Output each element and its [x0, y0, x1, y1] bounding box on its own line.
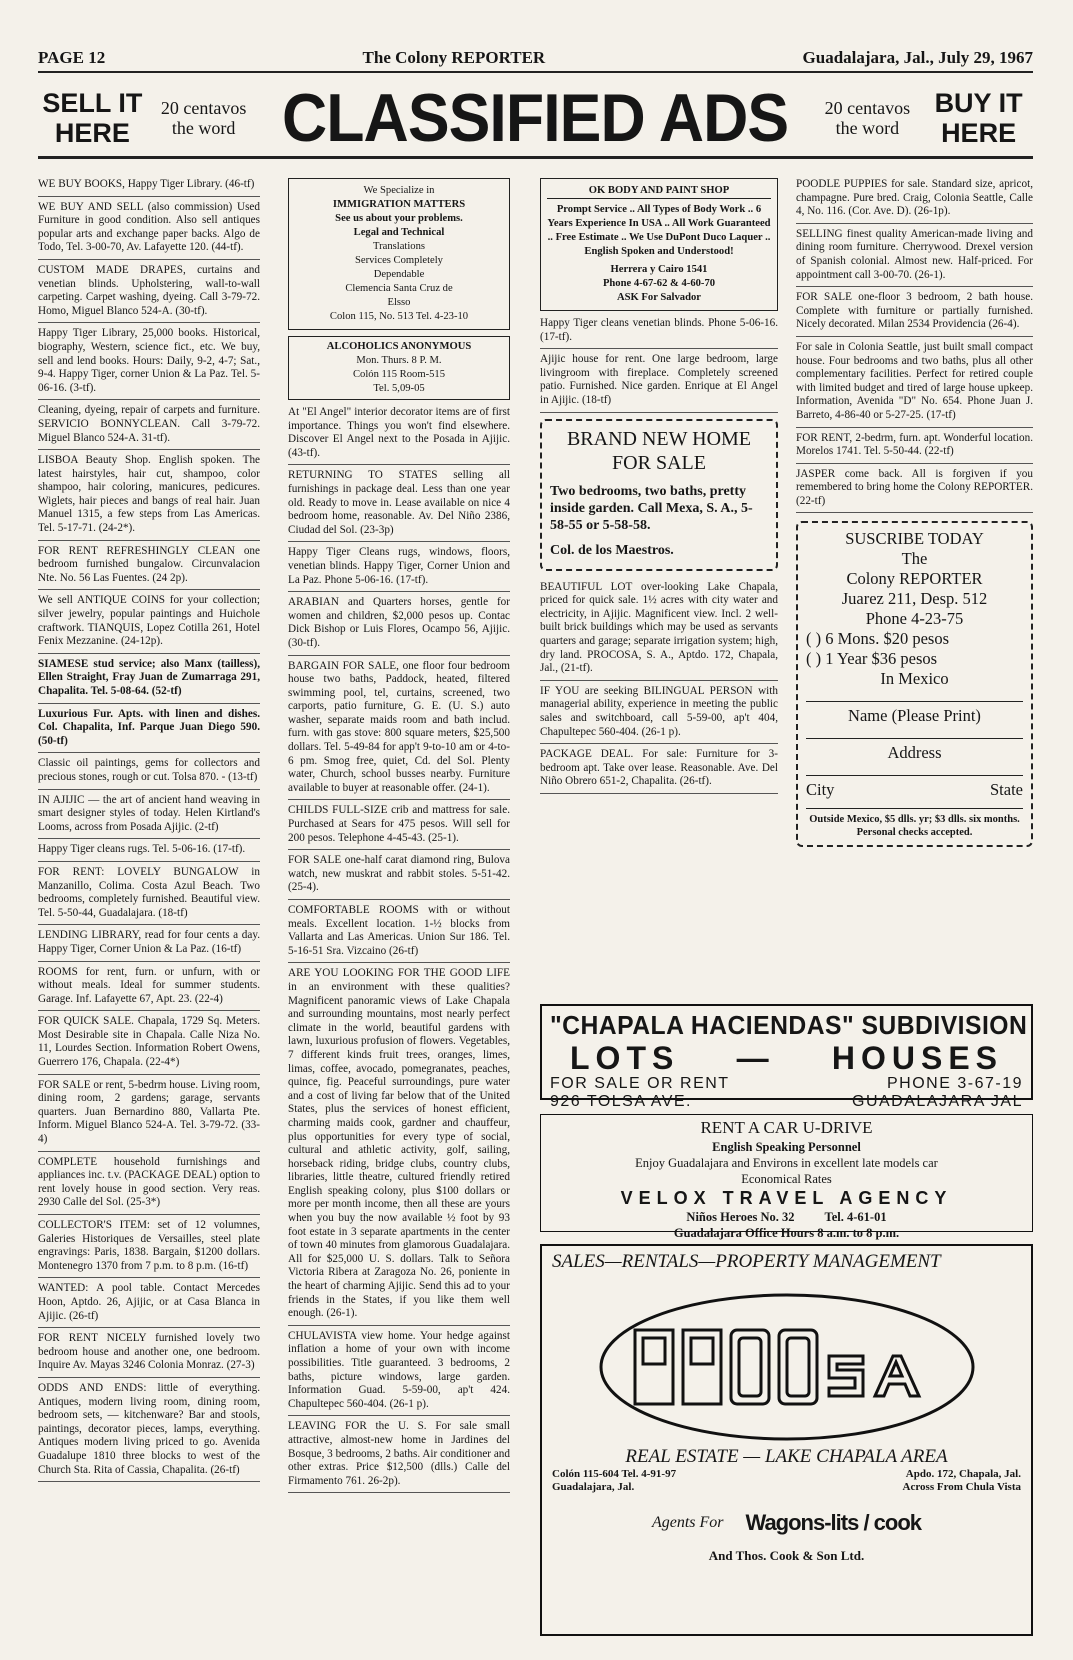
chapala-address-row: [550, 1093, 1023, 1111]
classified-ad: Luxurious Fur. Apts. with linen and dishes. Col. Chapalita, Inf. Parque Juan Diego 590. (50-tf): [38, 708, 260, 754]
classified-ad: JASPER come back. All is forgiven if you remembered to bring home the Colony REPORTER. (22-tf): [796, 468, 1033, 514]
classified-ad: FOR SALE or rent, 5-bedrm house. Living room, dining room, 2 gardens; garage, servants quarters. Juan Bernardino 880, Vallarta Pte. Inform. Miguel Blanco 524-A. Tel. 3-79-72. (33-4): [38, 1079, 260, 1152]
classified-ad: Happy Tiger Library, 25,000 books. Historical, biography, Western, science fict., etc. We buy, sell and lend books. Hours: Daily, 9-2, 4-7; Sat., 9-4. Happy Tiger, corner Union & La Paz. Tel. 5-06-16. (3-tf).: [38, 327, 260, 400]
column-2: [288, 178, 510, 1497]
classified-ad: FOR RENT, 2-bedrm, furn. apt. Wonderful location. Morelos 1741. Tel. 5-50-44. (22-tf): [796, 432, 1033, 464]
classified-ad: Happy Tiger cleans rugs. Tel. 5-06-16. (17-tf).: [38, 843, 260, 862]
column-3: [540, 178, 778, 998]
classified-ad: WE BUY BOOKS, Happy Tiger Library. (46-tf): [38, 178, 260, 197]
lots-houses-row: [550, 1041, 1023, 1075]
price-left-line2: the word: [171, 118, 236, 138]
column-4: [796, 178, 1033, 998]
lots-label: LOTS: [570, 1040, 680, 1076]
classified-ad: FOR SALE one-floor 3 bedroom, 2 bath house. Complete with furniture or partially furnished. Nicely decorated. Milan 2534 Providencia (26-4).: [796, 291, 1033, 337]
buy-it-line1: BUY IT: [934, 88, 1023, 118]
classified-ad: WANTED: A pool table. Contact Mercedes Hoon, Aptdo. 26, Ajijic, or at Casa Blanca in Ajijic. (26-tf): [38, 1282, 260, 1328]
classified-ad: WE BUY AND SELL (also commission) Used Furniture in good condition. Also sell antiques popular arts and exchange paper backs. Algo de Todo, Tel. 3-00-70, Av. Lafayette 120. (44-tf).: [38, 201, 260, 260]
classified-ad: Ajijic house for rent. One large bedroom, large livingroom with fireplace. Completely screened patio. Furnished. Nice garden. Enrique at El Angel in Ajijic. (18-tf): [540, 353, 778, 412]
subscribe-title: SUSCRIBE TODAY: [845, 529, 984, 549]
dash: —: [736, 1040, 775, 1076]
chapala-city: GUADALAJARA JAL: [852, 1093, 1023, 1110]
classified-ad: POODLE PUPPIES for sale. Standard size, apricot, champagne. Pure bred. Craig, Colonia Seattle, Calle 4, No. 116. (Cor. Ave. D). (26-1p).: [796, 178, 1033, 224]
sell-it-label: [38, 88, 147, 148]
classified-ad: Happy Tiger Cleans rugs, windows, floors, venetian blinds. Happy Tiger, Corner Union and La Paz. Phone 5-06-16. (17-tf).: [288, 546, 510, 592]
classified-ad: FOR RENT NICELY furnished lovely two bedroom house and another one, one bedroom. Inquire Av. Mayas 3246 Colonia Monraz. (27-3): [38, 1332, 260, 1378]
classified-ad: Classic oil paintings, gems for collectors and precious stones, rough or cut. Tolsa 870. - (13-tf): [38, 757, 260, 789]
column-1: [38, 178, 260, 1486]
price-left: [147, 98, 261, 138]
chapala-contact-row: [550, 1075, 1023, 1093]
classified-ad: At "El Angel" interior decorator items are of first importance. Things you won't find elsewhere. Discover El Angel next to the Posada in Ajijic. (43-tf).: [288, 406, 510, 465]
price-right: [811, 98, 925, 138]
buy-it-label: [924, 88, 1033, 148]
aa-line: Colón 115 Room-515: [352, 369, 445, 380]
page-number: PAGE 12: [38, 48, 106, 67]
sell-it-line2: HERE: [54, 118, 130, 148]
subscribe-option-6-months: ( ) 6 Mons. $20 pesos: [806, 629, 949, 649]
procosa-agents-row: [552, 1510, 1021, 1536]
classified-ad: BEAUTIFUL LOT over-looking Lake Chapala, priced for quick sale. 1½ acres with city water and electricity, in Ajijic. Magnificent view. Incl. 2 well-built brick buildings which may be used as servants quarters and garage; separate irrigation system; high, dry land. PROCOSA, S. A., Aptdo. 172, Chapala, Jal., (21-tf).: [540, 581, 778, 681]
procosa-chapala-note: Across From Chula Vista: [902, 1481, 1021, 1493]
brand-new-home-subtitle: FOR SALE: [612, 451, 706, 474]
classified-ad: CUSTOM MADE DRAPES, curtains and venetian blinds. Upholstering, wall-to-wall carpeting. Carpet washing, dyeing. Call 3-79-72. Homo, Miguel Blanco 524-A. (30-tf).: [38, 264, 260, 323]
brand-new-home-ad: [540, 419, 778, 571]
rent-a-car-rates: Economical Rates: [741, 1172, 832, 1186]
classified-ad: We sell ANTIQUE COINS for your collection; silver jewelry, popular paintings and Huichole craftwork. TIANQUIS, Lopez Cotilla 261, Hotel Fenix Mezzanine. (24-12p).: [38, 594, 260, 653]
procosa-guadalajara-address: Colón 115-604 Tel. 4-91-97: [552, 1468, 677, 1480]
immigration-ad: [288, 178, 510, 330]
agents-for-label: Agents For: [651, 1514, 724, 1531]
brand-new-home-text: Two bedrooms, two baths, pretty inside garden. Call Mexa, S. A., 5-58-55 or 5-58-58.: [550, 483, 753, 533]
aa-line: Mon. Thurs. 8 P. M.: [356, 355, 442, 366]
classified-ad: LENDING LIBRARY, read for four cents a day. Happy Tiger, Corner Union & La Paz. (16-tf): [38, 929, 260, 961]
thos-cook-label: And Thos. Cook & Son Ltd.: [708, 1548, 865, 1563]
sell-it-line1: SELL IT: [42, 88, 143, 118]
classified-ad: ARE YOU LOOKING FOR THE GOOD LIFE in an environment with these qualities? Magnificent panoramic views of Lake Chapala and surrounding mountains, most nearly perfect climate in the world, beautiful gardens with lawn, luxurious profusion of flowers. Vegetables, 7 different kinds fruit trees, oranges, limes, limas, coffee, avocado, pomegranates, peaches, quince, fig. Peaceful surroundings, pure water and a cost of living far below that of the United States, plus the services of honest efficient, charming maids cook, gardner and chauffeur, plus opportunities for every type of social, cultural and athletic activity, golf, sailing, horseback riding, bridge clubs, country clubs, libraries, little theatre, cultured friendly retired English speaking colony, plus $100 dollars or more per month income, then all these are yours when you buy the now available ½ foot by 93 foot estate in 3 separate apartments in the center of town 40 minutes from glamorous Guadalajara. All for $25,000 U. S. dollars. Talk to Señora Victoria Ribera at Zaragoza No. 26, poniente in the heart of charming Ajijic. Send this ad to your friends in the States, if you like them well enough. (26-1).: [288, 967, 510, 1325]
immigration-address: Colon 115, No. 513 Tel. 4-23-10: [329, 311, 469, 322]
classified-ad: SELLING finest quality American-made living and dining room furniture. Cherrywood. Drexel version of Spanish colonial. Almost new. Half-priced. For appointment call 3-00-70. (26-1).: [796, 228, 1033, 287]
classified-ad: COLLECTOR'S ITEM: set of 12 volumnes, Galeries Historiques de Versailles, steel plate engravings: Paris, 1838. Bargain, $1200 dollars. Montenegro 1370 from 7 p.m. to 8 p.m. (16-tf): [38, 1219, 260, 1278]
classified-ad: COMFORTABLE ROOMS with or without meals. Excellent location. 1-½ blocks from Vallarta and Las Americas. Union Sur 186. Tel. 5-16-51 Sra. Vizcaino (26-tf): [288, 904, 510, 963]
immigration-line: See us about your problems.: [335, 213, 463, 224]
masthead: [38, 80, 1033, 159]
classified-ad: BARGAIN FOR SALE, one floor four bedroom house two baths, Paddock, heated, filtered swimming pool, tel, curtains, screened, two carports, patio furniture, G. E. (U. S.) auto washer, separate maids room and bath includ. furn. with gas stove: 800 square meters, $25,500 dollars. Tel. 5-49-84 for app't 9-to-10 am or 4-to-6 pm. Smog free, quiet, Cd. del Sol. Plenty water, Church, school busses nearby. Furniture available to buyer at reasonable offer. (24-1).: [288, 660, 510, 801]
brand-new-home-title: BRAND NEW HOME: [566, 427, 752, 450]
classified-ad: RETURNING TO STATES selling all furnishings in package deal. Less than one year old. Ready to move in. Lease available on nice 4 bedroom home, reasonable. Av. Del Niño 2386, Ciudad del Sol. (23-3p): [288, 469, 510, 542]
immigration-line: Clemencia Santa Cruz de: [345, 283, 453, 294]
address-field: Address: [806, 738, 1023, 763]
classified-ad: ODDS AND ENDS: little of everything. Antiques, modern living room, dining room, bedroom sets, — kitchenware? Bar and stools, paintings, decorator pieces, lamps, everything. Antiques modern living priced to go. Avenida Guadalupe 1810 three blocks to west of the Church Sta. Rita of Cassia, Chapalita. (26-tf): [38, 1382, 260, 1482]
chapala-address: 926 TOLSA AVE.: [550, 1093, 692, 1110]
rent-a-car-line: Enjoy Guadalajara and Environs in excellent late models car: [635, 1156, 938, 1170]
alcoholics-anonymous-ad: [288, 336, 510, 400]
classified-ad: SIAMESE stud service; also Manx (tailless), Ellen Straight, Fray Juan de Zumarraga 291, Chapalita. Tel. 5-08-64. (52-tf): [38, 658, 260, 704]
immigration-line: Translations: [373, 241, 425, 252]
chapala-haciendas-ad: [540, 1004, 1033, 1110]
page-header: [38, 40, 1033, 73]
rent-a-car-ad: [540, 1114, 1033, 1240]
classified-ad: LEAVING FOR the U. S. For sale small attractive, almost-new home in Jardines del Bosque, 3 bedrooms, 2 baths. Air conditioner and other extras. Price $12,500 (dlls.) Calle del Firmamento 761. 26-2p).: [288, 1420, 510, 1493]
immigration-line: Legal and Technical: [353, 227, 445, 238]
classified-ad: PACKAGE DEAL. For sale: Furniture for 3-bedroom apt. Take over lease. Reasonable. Ave. Del Niño Obrero 651-2, Chapalita. (26-tf).: [540, 748, 778, 794]
price-right-line2: the word: [835, 118, 900, 138]
procosa-address-row: [552, 1468, 1021, 1481]
classified-ad: FOR QUICK SALE. Chapala, 1729 Sq. Meters. Most Desirable site in Chapala. Calle Niza No. 11, Lourdes Section. Information Robert Owens, Guerrero 176, Chapala. (22-4*): [38, 1015, 260, 1074]
classified-ad: LISBOA Beauty Shop. English spoken. The latest hairstyles, hair cut, shampoo, color shampoo, hair coloring, manicures, pedicures. Wiglets, hair pieces and bangs of real hair. Juan Manuel 1315, a few steps from Las Americas. Tel. 5-17-71. (24-2*).: [38, 454, 260, 541]
classified-ad: For sale in Colonia Seattle, just built small compact house. Four bedrooms and two baths, plus all other complementary facilities. Perfect for retired couple with limited budget and tired of large house upkeep. Information, Avenida "D" No. 654. Phone Juan J. Barreto, 4-86-40 or 5-27-25. (17-tf): [796, 341, 1033, 428]
ok-body-phone: Phone 4-67-62 & 4-60-70: [602, 278, 716, 289]
classified-ad: FOR SALE one-half carat diamond ring, Bulova watch, new muskrat and rabbit stoles. 5-51-42. (25-4).: [288, 854, 510, 900]
classified-ad: CHULAVISTA view home. Your hedge against inflation a home of your own with income possibilities. Title guaranteed. 3 bedrooms, 2 baths, picture windows, large garden. Information Guad. 5-59-00, ap't 424. Chapultepec 560-404. (26-1 p).: [288, 1330, 510, 1417]
immigration-line: Dependable: [373, 269, 425, 280]
subscribe-footer: Outside Mexico, $5 dlls. yr; $3 dlls. six months. Personal checks accepted.: [806, 808, 1023, 839]
procosa-services: SALES—RENTALS—PROPERTY MANAGEMENT: [552, 1251, 941, 1272]
velox-travel-agency: VELOX TRAVEL AGENCY: [620, 1188, 953, 1208]
aa-heading: ALCOHOLICS ANONYMOUS: [326, 341, 472, 352]
procosa-real-estate: REAL ESTATE — LAKE CHAPALA AREA: [625, 1446, 948, 1467]
procosa-ad: [540, 1244, 1033, 1636]
price-left-line1: 20 centavos: [160, 98, 247, 118]
houses-label: HOUSES: [831, 1040, 1003, 1076]
immigration-line: We Specialize in: [363, 185, 435, 196]
chapala-phone: PHONE 3-67-19: [887, 1075, 1023, 1092]
immigration-line: Services Completely: [355, 255, 443, 266]
ok-body-address: Herrera y Cairo 1541: [610, 264, 708, 275]
immigration-heading: IMMIGRATION MATTERS: [332, 199, 466, 210]
rent-a-car-address: Niños Heroes No. 32: [686, 1210, 795, 1224]
procosa-logo: [597, 1292, 977, 1442]
subscribe-form: [796, 521, 1033, 847]
subscribe-phone: Phone 4-23-75: [865, 609, 964, 629]
classified-ad: FOR RENT: LOVELY BUNGALOW in Manzanillo, Colima. Costa Azul Beach. Two bedrooms, completely furnished. Beautiful view. Tel. 5-50-44, Guadalajara. (18-tf): [38, 866, 260, 925]
paper-name: The Colony REPORTER: [362, 48, 546, 67]
classified-ad: Happy Tiger cleans venetian blinds. Phone 5-06-16. (17-tf).: [540, 317, 778, 349]
brand-new-home-location: Col. de los Maestros.: [550, 542, 674, 558]
classified-ad: CHILDS FULL-SIZE crib and mattress for sale. Purchased at Sears for 475 pesos. Will sell for 200 pesos. Telephone 4-45-43. (25-1).: [288, 804, 510, 850]
ok-body-shop-ad: [540, 178, 778, 311]
rent-a-car-title: RENT A CAR U-DRIVE: [700, 1118, 873, 1137]
procosa-guadalajara-city: Guadalajara, Jal.: [552, 1481, 635, 1493]
dateline: Guadalajara, Jal., July 29, 1967: [802, 48, 1033, 67]
state-field: State: [990, 780, 1023, 800]
subscribe-address: Juarez 211, Desp. 512: [841, 589, 988, 609]
classified-ad: Cleaning, dyeing, repair of carpets and furniture. SERVICIO BONNYCLEAN. Call 3-79-72. Miguel Blanco 524-A. 31-tf).: [38, 404, 260, 450]
rent-a-car-hours: Guadalajara Office Hours 8 a.m. to 8 p.m.: [673, 1226, 900, 1240]
classified-ad: COMPLETE household furnishings and appliances inc. t.v. (PACKAGE DEAL) option to rent lovely house in good section. Very reas. 2930 Calle del Sol. (25-3*): [38, 1156, 260, 1215]
classified-ad: FOR RENT REFRESHINGLY CLEAN one bedroom furnished bungalow. Circunvalacion Nte. No. 56 Las Fuentes. (24 2p).: [38, 545, 260, 591]
rent-a-car-address-row: [547, 1209, 1026, 1225]
immigration-line: Elsso: [387, 297, 411, 308]
classified-ads-title: CLASSIFIED ADS: [282, 80, 789, 156]
subscribe-paper: Colony REPORTER: [846, 569, 983, 589]
name-field: Name (Please Print): [806, 701, 1023, 726]
classified-ad: ARABIAN and Quarters horses, gentle for women and children, $2,000 pesos up. Contac Dick Bishop or Luis Flores, Ocampo 56, Ajijic. (30-tf).: [288, 596, 510, 655]
price-right-line1: 20 centavos: [824, 98, 911, 118]
for-sale-or-rent: FOR SALE OR RENT: [550, 1075, 730, 1092]
subscribe-in-mexico: In Mexico: [880, 669, 949, 689]
subscribe-line: The: [901, 549, 928, 569]
classified-ad: IN AJIJIC — the art of ancient hand weaving in smart designer styles of today. Helen Kirtland's Looms, across from Posada Ajijic. (2-tf): [38, 794, 260, 840]
ok-body-contact: ASK For Salvador: [617, 292, 701, 303]
rent-a-car-line: English Speaking Personnel: [712, 1140, 861, 1154]
city-field: City: [806, 780, 835, 800]
procosa-chapala-address: Apdo. 172, Chapala, Jal.: [905, 1468, 1021, 1480]
ok-body-title: OK BODY AND PAINT SHOP: [547, 184, 771, 199]
classified-ad: IF YOU are seeking BILINGUAL PERSON with managerial ability, experience in meeting the public sales and switchboard, call 5-59-00, ap't 404, Chapultepec 560-404. (26-1 p).: [540, 685, 778, 744]
classified-ad: ROOMS for rent, furn. or unfurn, with or without meals. Ideal for summer students. Garage. Inf. Lafayette 67, Apt. 23. (22-4): [38, 966, 260, 1012]
buy-it-line2: HERE: [941, 118, 1017, 148]
ok-body-text: Prompt Service .. All Types of Body Work .. 6 Years Experience In USA .. All Work Guaranteed .. Free Estimate .. We Use DuPont Duco Laquer .. English Spoken and Understood!: [547, 204, 771, 257]
aa-line: Tel. 5,09-05: [373, 383, 425, 394]
procosa-address-row-2: [552, 1481, 1021, 1494]
city-state-row: [806, 775, 1023, 800]
chapala-title: "CHAPALA HACIENDAS" SUBDIVISION: [550, 1010, 1028, 1040]
wagons-lits-logo: Wagons-lits / cook: [745, 1510, 922, 1535]
subscribe-option-1-year: ( ) 1 Year $36 pesos: [806, 649, 938, 669]
rent-a-car-phone: Tel. 4-61-01: [824, 1210, 887, 1224]
